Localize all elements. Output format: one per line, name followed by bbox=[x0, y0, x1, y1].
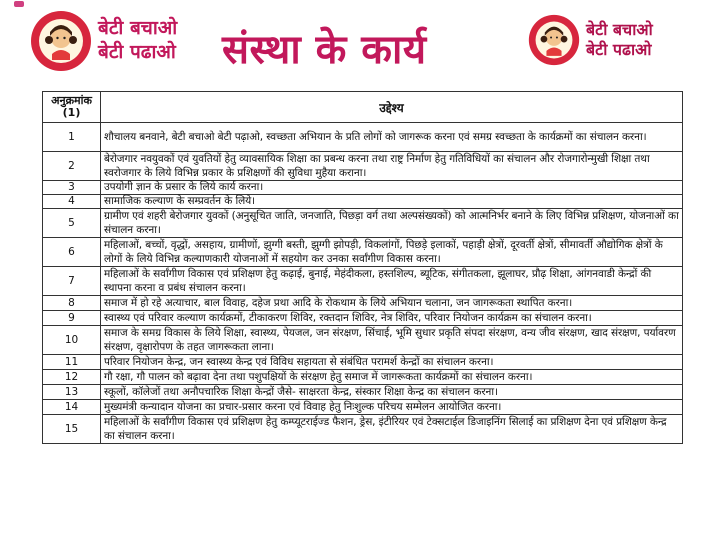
row-objective: उपयोगी ज्ञान के प्रसार के लिये कार्य करना। bbox=[101, 181, 683, 195]
table-row bbox=[43, 209, 683, 238]
row-objective: बेरोजगार नवयुवकों एवं युवतियों हेतु व्यावसायिक शिक्षा का प्रबन्ध करना तथा राष्ट्र निर्माण हेतु गतिविधियों का संचालन और रोजगारोन्मुखी शिक्षा तथा स्वरोजगार के लिये विभिन्न प्रकार के प्रशिक्षणों की सुविधा मुहैया कराना। bbox=[101, 152, 683, 181]
table-row bbox=[43, 311, 683, 326]
row-objective: महिलाओं के सर्वांगीण विकास एवं प्रशिक्षण हेतु कम्प्यूटराईज्ड फैशन, ड्रेस, इंटीरियर एवं टेक्सटाईल डिजाइनिंग सिलाई का प्रशिक्षण देना एवं प्रशिक्षण केन्द्र का संचालन करना। bbox=[101, 415, 683, 444]
table-row bbox=[43, 238, 683, 267]
logo-right-line1: बेटी बचाओ bbox=[586, 20, 653, 39]
table-row bbox=[43, 355, 683, 370]
row-objective: गौ रक्षा, गौ पालन को बढ़ावा देना तथा पशुपक्षियों के संरक्षण हेतु समाज में जागरूकता कार्यक्रमों का संचालन करना। bbox=[101, 370, 683, 385]
row-objective: समाज में हो रहे अत्याचार, बाल विवाह, दहेज प्रथा आदि के रोकथाम के लिये अभियान चलाना, जन जागरूकता स्थापित करना। bbox=[101, 296, 683, 311]
row-objective: शौचालय बनवाने, बेटी बचाओ बेटी पढ़ाओ, स्वच्छता अभियान के प्रति लोगों को जागरूक करना एवं समग्र स्वच्छता के कार्यक्रमों का संचालन करना। bbox=[101, 123, 683, 152]
row-number: 12 bbox=[43, 370, 101, 385]
table-row bbox=[43, 181, 683, 195]
row-number: 7 bbox=[43, 267, 101, 296]
row-number: 10 bbox=[43, 326, 101, 355]
number-column-header bbox=[43, 92, 101, 123]
row-objective: महिलाओं के सर्वांगीण विकास एवं प्रशिक्षण हेतु कढ़ाई, बुनाई, मेहंदीकला, हस्तशिल्प, ब्यूटिक, संगीतकला, झूलाघर, प्रौढ़ शिक्षा, आंगनवाडी केन्द्रों की स्थापना करना व प्रबंध संचालन करना। bbox=[101, 267, 683, 296]
logo-right-line2: बेटी पढाओ bbox=[586, 40, 652, 59]
row-objective: महिलाओं, बच्चों, वृद्धों, असहाय, ग्रामीणों, झुग्गी बस्ती, झुग्गी झोपड़ी, विकलांगों, पिछड़े इलाकों, पहाड़ी क्षेत्रों, दूरवर्ती क्षेत्रों, सीमावर्ती औद्योगिक क्षेत्रों के लोगों के लिये विभिन्न कल्याणकारी योजनाओं में सहयोग कर उनका सर्वांगीण विकास करना। bbox=[101, 238, 683, 267]
table-row bbox=[43, 370, 683, 385]
table-header-row bbox=[43, 92, 683, 123]
row-objective: परिवार नियोजन केन्द्र, जन स्वास्थ्य केन्द्र एवं विविध सहायता से संबंधित परामर्श केन्द्रों का संचालन करना। bbox=[101, 355, 683, 370]
table-row bbox=[43, 267, 683, 296]
row-objective: समाज के समग्र विकास के लिये शिक्षा, स्वास्थ्य, पेयजल, जन संरक्षण, सिंचाई, भूमि सुधार प्रकृति संपदा संरक्षण, वन्य जीव संरक्षण, खाद संरक्षण, पर्यावरण संरक्षण, वृक्षारोपण के तहत जागरूकता लाना। bbox=[101, 326, 683, 355]
row-number: 6 bbox=[43, 238, 101, 267]
girl-badge-icon bbox=[528, 14, 580, 66]
row-number: 8 bbox=[43, 296, 101, 311]
table-row bbox=[43, 385, 683, 400]
logo-left-line2: बेटी पढाओ bbox=[98, 41, 176, 63]
row-number: 4 bbox=[43, 195, 101, 209]
row-objective: स्कूलों, कॉलेजों तथा अनौपचारिक शिक्षा केन्द्रों जैसे- साक्षरता केन्द्र, संस्कार शिक्षा केन्द्र का संचालन करना। bbox=[101, 385, 683, 400]
table-row bbox=[43, 400, 683, 415]
row-objective: मुख्यमंत्री कन्यादान योजना का प्रचार-प्रसार करना एवं विवाह हेतु निःशुल्क परिचय सम्मेलन आयोजित करना। bbox=[101, 400, 683, 415]
row-objective: स्वास्थ्य एवं परिवार कल्याण कार्यक्रमों, टीकाकरण शिविर, रक्तदान शिविर, नेत्र शिविर, परिवार नियोजन कार्यक्रम का संचालन करना। bbox=[101, 311, 683, 326]
table-row bbox=[43, 152, 683, 181]
beti-bachao-logo-left bbox=[30, 10, 177, 72]
page-header bbox=[0, 0, 720, 92]
row-number: 14 bbox=[43, 400, 101, 415]
row-number: 13 bbox=[43, 385, 101, 400]
number-header-sub: (1) bbox=[62, 106, 81, 119]
number-header-label: अनुक्रमांक bbox=[51, 94, 92, 107]
row-number: 3 bbox=[43, 181, 101, 195]
row-number: 1 bbox=[43, 123, 101, 152]
table-row bbox=[43, 195, 683, 209]
table-row bbox=[43, 123, 683, 152]
row-number: 15 bbox=[43, 415, 101, 444]
row-number: 9 bbox=[43, 311, 101, 326]
girl-badge-icon bbox=[30, 10, 92, 72]
row-objective: ग्रामीण एवं शहरी बेरोजगार युवकों (अनुसूचित जाति, जनजाति, पिछड़ा वर्ग तथा अल्पसंख्यकों) को आत्मनिर्भर बनाने के लिए विभिन्न प्रशिक्षण, योजनाओं का संचालन करना। bbox=[101, 209, 683, 238]
row-number: 2 bbox=[43, 152, 101, 181]
table-row bbox=[43, 415, 683, 444]
table-row bbox=[43, 326, 683, 355]
table-row bbox=[43, 296, 683, 311]
row-number: 11 bbox=[43, 355, 101, 370]
logo-left-line1: बेटी बचाओ bbox=[98, 17, 178, 40]
objectives-table bbox=[42, 91, 683, 444]
page-title: संस्था के कार्य bbox=[222, 27, 427, 73]
row-number: 5 bbox=[43, 209, 101, 238]
corner-mark bbox=[14, 1, 24, 7]
beti-bachao-logo-right bbox=[528, 14, 653, 66]
objective-column-header: उद्देश्य bbox=[101, 92, 683, 123]
row-objective: सामाजिक कल्याण के सम्प्रवर्तन के लिये। bbox=[101, 195, 683, 209]
